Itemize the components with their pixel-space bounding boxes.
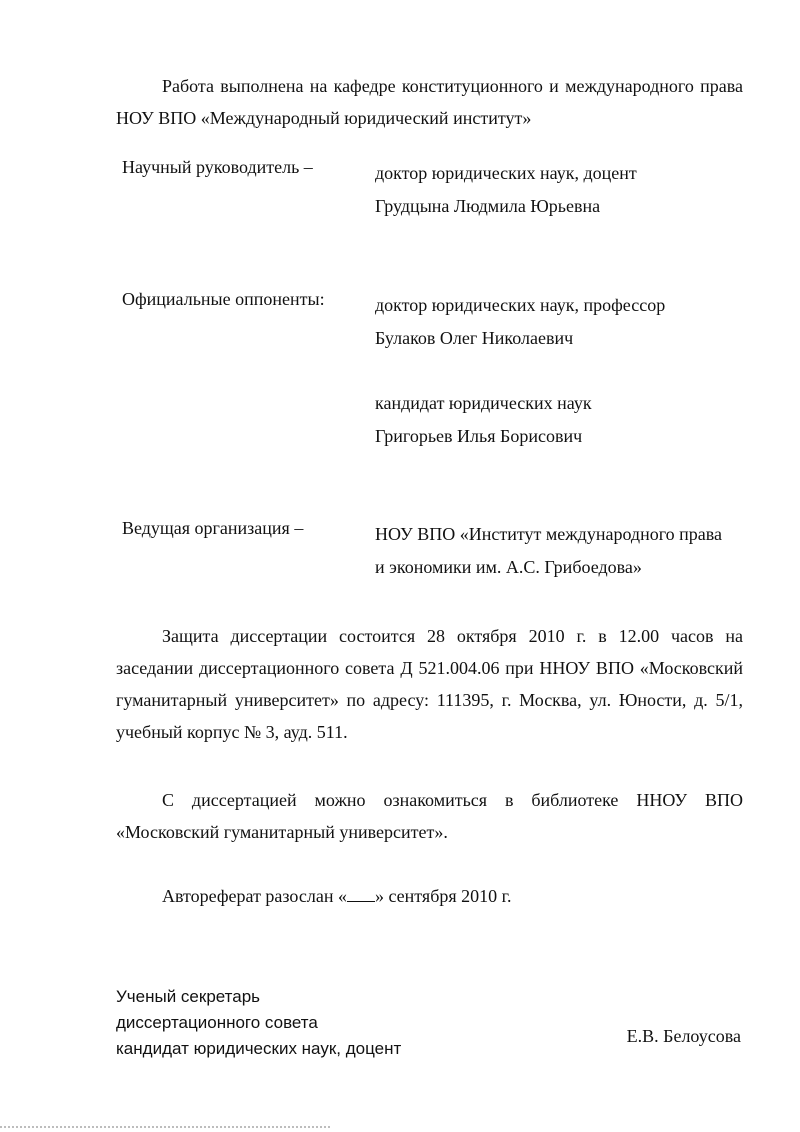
supervisor-name: Грудцына Людмила Юрьевна — [375, 196, 601, 216]
opponents-label: Официальные оппоненты: — [122, 289, 325, 309]
abstract-sent-text-end: » сентября 2010 г. — [374, 886, 512, 906]
supervisor-degree: доктор юридических наук, доцент — [375, 163, 637, 183]
signature-title-2: диссертационного совета — [116, 1013, 318, 1032]
opponent-2-name: Григорьев Илья Борисович — [375, 426, 583, 446]
defense-paragraph: Защита диссертации состоится 28 октября 2010 г. в 12.00 часов на заседании диссертационного совета Д 521.004.06 при ННОУ ВПО «Московский гуманитарный университет» по адресу: 111395, г. Москва, ул. Юности, д. 5/1, учебный корпус № 3, ауд. 511. — [116, 626, 743, 742]
lead-organization-line-2: и экономики им. А.С. Грибоедова» — [375, 557, 642, 577]
supervisor-value — [375, 157, 745, 223]
date-blank-line — [347, 887, 375, 902]
library-paragraph: С диссертацией можно ознакомиться в библиотеке ННОУ ВПО «Московский гуманитарный университет». — [116, 790, 743, 842]
opponent-1 — [375, 289, 745, 355]
signature-title-1: Ученый секретарь — [116, 987, 261, 1006]
abstract-sent-text-start: Автореферат разослан « — [162, 886, 347, 906]
opponent-2 — [375, 387, 745, 453]
opponent-1-name: Булаков Олег Николаевич — [375, 328, 574, 348]
signature-block — [116, 984, 743, 1062]
abstract-sent-paragraph — [116, 880, 743, 912]
opponent-1-degree: доктор юридических наук, профессор — [375, 295, 666, 315]
signatory-name: Е.В. Белоусова — [626, 1026, 741, 1046]
lead-organization-line-1: НОУ ВПО «Институт международного права — [375, 524, 723, 544]
lead-organization-value — [375, 518, 745, 584]
opponent-2-degree: кандидат юридических наук — [375, 393, 592, 413]
intro-paragraph: Работа выполнена на кафедре конституционного и международного права НОУ ВПО «Международный юридический институт» — [116, 76, 743, 128]
signature-title-3: кандидат юридических наук, доцент — [116, 1039, 402, 1058]
supervisor-label: Научный руководитель – — [122, 157, 313, 177]
scan-artifact-line — [0, 1126, 330, 1128]
lead-organization-label: Ведущая организация – — [122, 518, 304, 538]
